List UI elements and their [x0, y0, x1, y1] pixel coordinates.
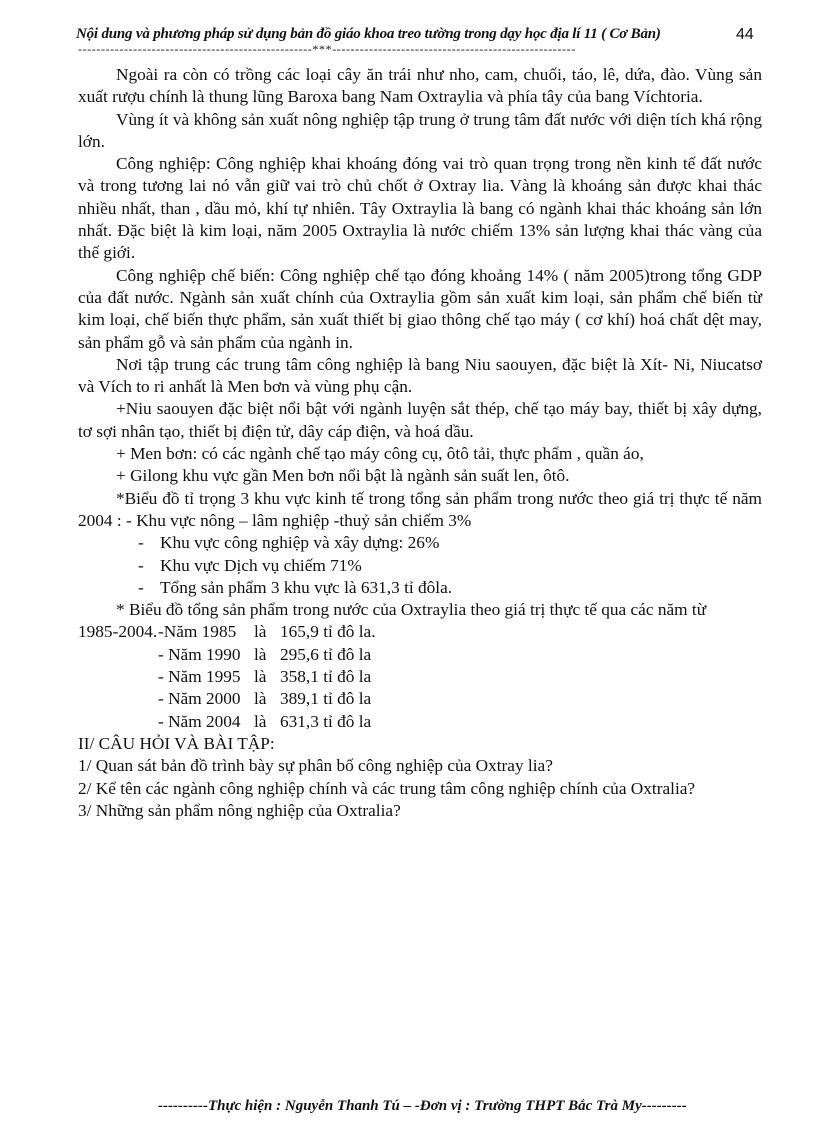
year-range-label: [78, 711, 158, 733]
gdp-year-row: [78, 666, 762, 688]
gdp-value: 165,9 tỉ đô la.: [280, 622, 376, 642]
document-body: [78, 64, 762, 822]
year-connector: là: [254, 644, 267, 664]
paragraph-melbourne: + Men bơn: có các ngành chế tạo máy công cụ, ôtô tải, thực phẩm , quần áo,: [116, 444, 644, 464]
year-range-label: [78, 644, 158, 666]
gdp-value: 389,1 tỉ đô la: [280, 689, 372, 709]
paragraph-gdp-chart-intro: * Biểu đồ tổng sản phẩm trong nước của Oxtraylia theo giá trị thực tế qua các năm từ: [116, 600, 707, 620]
list-item: - Khu vực công nghiệp và xây dựng: 26%: [78, 532, 762, 554]
year-range-label: 1985-2004.: [78, 622, 158, 642]
header-divider: ---------------------------------------------------***-----------------------------------------------------: [78, 42, 576, 56]
year-label: - Năm 2004: [158, 711, 241, 731]
paragraph-industrial-centers: Nơi tập trung các trung tâm công nghiệp là bang Niu saouyen, đặc biệt là Xít- Ni, Niucatsơ và Vích to ri anhất là Men bơn và vùng phụ cận.: [78, 354, 762, 397]
year-label: - Năm 2000: [158, 689, 241, 709]
paragraph-mining-industry: Công nghiệp: Công nghiệp khai khoáng đóng vai trò quan trọng trong nền kinh tế đất nước và trong tương lai nó vẫn giữ vai trò chủ chốt ở Oxtray lia. Vàng là khoáng sản được khai thác nhiều nhất, than , dầu mỏ, khí tự nhiên. Tây Oxtraylia là bang có ngành khai thác khoáng sản lớn nhất. Đặc biệt là kim loại, năm 2005 Oxtraylia là nước chiếm 13% sản lượng khai thác vàng của thế giới.: [78, 154, 762, 263]
list-item: - Tổng sản phẩm 3 khu vực là 631,3 tỉ đôla.: [78, 577, 762, 599]
paragraph-non-agricultural-zone: Vùng ít và không sản xuất nông nghiệp tập trung ở trung tâm đất nước với diện tích khá rộng lớn.: [78, 109, 762, 151]
year-connector: là: [254, 689, 267, 709]
question-item: 2/ Kể tên các ngành công nghiệp chính và các trung tâm công nghiệp chính của Oxtralia?: [78, 778, 696, 798]
list-item: - Khu vực Dịch vụ chiếm 71%: [78, 555, 762, 577]
questions-section-title: II/ CÂU HỎI VÀ BÀI TẬP:: [78, 733, 275, 753]
gdp-value: 358,1 tỉ đô la: [280, 667, 372, 687]
year-label: - Năm 1995: [158, 667, 241, 687]
year-connector: là: [254, 622, 267, 642]
paragraph-sector-chart-intro: *Biểu đồ tỉ trọng 3 khu vực kinh tế trong tổng sản phẩm trong nước theo giá trị thực tế năm 2004 : - Khu vực nông – lâm nghiệp -thuỷ sản chiếm 3%: [78, 488, 762, 530]
year-range-label: [78, 688, 158, 710]
gdp-year-row: [78, 644, 762, 666]
year-connector: là: [254, 667, 267, 687]
economic-sector-list: [78, 532, 762, 599]
gdp-year-row: [78, 711, 762, 733]
year-label: - Năm 1990: [158, 644, 241, 664]
page-number: 44: [736, 26, 754, 43]
paragraph-geelong: + Gilong khu vực gần Men bơn nổi bật là ngành sản suất len, ôtô.: [116, 466, 570, 486]
year-connector: là: [254, 711, 267, 731]
gdp-value: 631,3 tỉ đô la: [280, 711, 372, 731]
page-footer: ----------Thực hiện : Nguyễn Thanh Tú – -Đơn vị : Trường THPT Bắc Trà My---------: [158, 1098, 687, 1114]
paragraph-new-south-wales: +Niu saouyen đặc biệt nổi bật với ngành luyện sắt thép, chế tạo máy bay, thiết bị xây dựng, tơ sợi nhân tạo, thiết bị điện tử, dây cáp điện, và hoá dầu.: [78, 399, 762, 441]
paragraph-fruit-crops: Ngoài ra còn có trồng các loại cây ăn trái như nho, cam, chuối, táo, lê, dứa, đào. Vùng sản xuất rượu chính là thung lũng Baroxa bang Nam Oxtraylia và phía tây của bang Víchtoria.: [78, 65, 762, 107]
gdp-year-row: [78, 621, 762, 643]
question-item: 1/ Quan sát bản đồ trình bày sự phân bố công nghiệp của Oxtray lia?: [78, 756, 553, 776]
question-item: 3/ Những sản phẩm nông nghiệp của Oxtralia?: [78, 800, 401, 820]
paragraph-manufacturing-industry: Công nghiệp chế biến: Công nghiệp chế tạo đóng khoảng 14% ( năm 2005)trong tổng GDP của đất nước. Ngành sản xuất chính của Oxtraylia gồm sản xuất kim loại, sản phẩm chế biến từ kim loại, chế biến thực phẩm, sản xuất thiết bị giao thông chế tạo máy ( cơ khí) hoá chất dệt may, sản phẩm gỗ và sản phẩm của ngành in.: [78, 265, 762, 352]
gdp-value: 295,6 tỉ đô la: [280, 644, 372, 664]
year-label: -Năm 1985: [158, 622, 237, 642]
gdp-year-list: [78, 621, 762, 732]
gdp-year-row: [78, 688, 762, 710]
year-range-label: [78, 666, 158, 688]
page-header-title: Nội dung và phương pháp sử dụng bản đồ giáo khoa treo tường trong dạy học địa lí 11 ( Cơ Bản): [76, 26, 661, 42]
